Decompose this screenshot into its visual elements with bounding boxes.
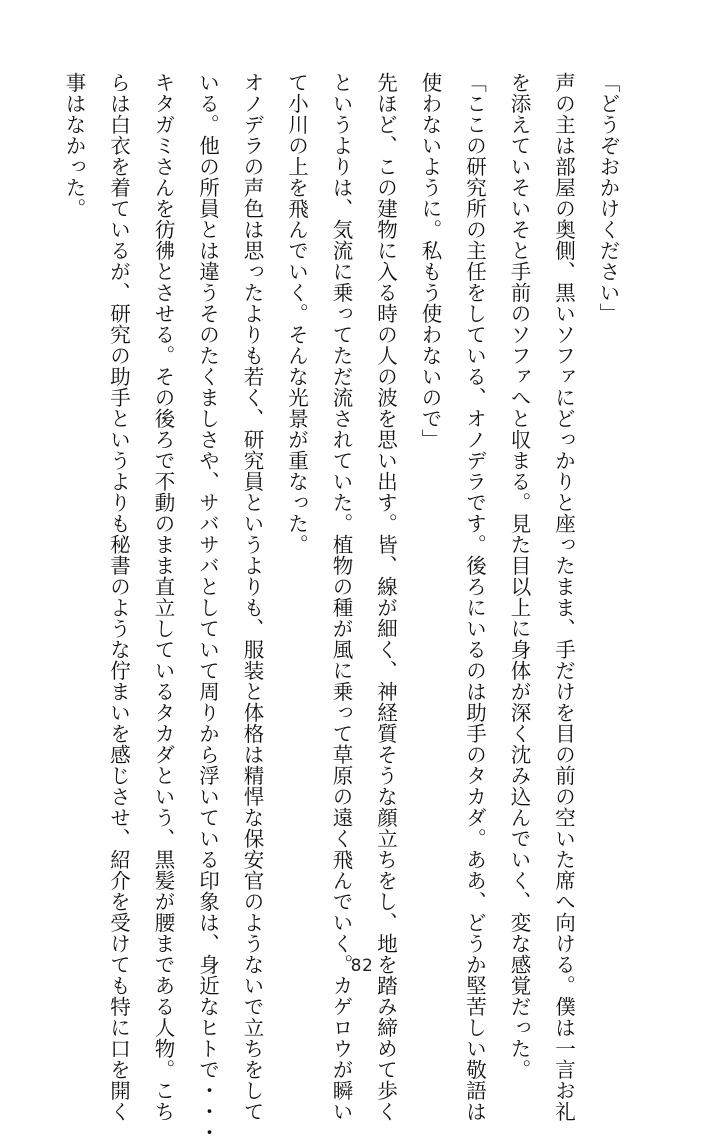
text-line: いる。他の所員とは違うそのたくましさや、サバサバとしていて周りから浮いている印象は、身近なヒトで・・・ (195, 72, 220, 1143)
text-line: キタガミさんを彷彿とさせる。その後ろで不動のまま直立しているタカダという、黒髪が腰まである人物。こち (151, 72, 175, 1122)
text-line: を添えていそいそと手前のソファへと収まる。見た目以上に身体が深く沈み込んでいく、変な感覚だった。 (507, 72, 531, 1080)
text-line: 事はなかった。 (62, 72, 86, 219)
text-line: 「どうぞおかけください」 (596, 72, 620, 324)
text-line: 「ここの研究所の主任をしている、オノデラです。後ろにいるのは助手のタカダ。ああ、どうか堅苦しい敬語は (462, 72, 487, 1122)
text-line: 使わないように。私もう使わないので」 (418, 72, 442, 450)
text-line: 先ほど、この建物に入る時の人の波を思い出す。皆、線が細く、神経質そうな顔立ちをし、地を踏み締めて歩く (373, 72, 398, 1122)
text-line: らは白衣を着ているが、研究の助手というよりも秘書のような佇まいを感じさせ、紹介を受けても特に口を開く (106, 72, 131, 1122)
page-number: 82 (350, 956, 374, 976)
text-line: 声の主は部屋の奥側、黒いソファにどっかりと座ったまま、手だけを目の前の空いた席へ向ける。僕は一言お礼 (551, 72, 576, 1122)
text-line: オノデラの声色は思ったよりも若く、研究員というよりも、服装と体格は精悍な保安官のようないで立ちをして (240, 72, 264, 1122)
text-line: て小川の上を飛んでいく。そんな光景が重なった。 (284, 72, 309, 555)
text-line: というよりは、気流に乗ってただ流されていた。植物の種が風に乗って草原の遠く飛んでいく。カゲロウが瞬い (329, 72, 353, 1122)
